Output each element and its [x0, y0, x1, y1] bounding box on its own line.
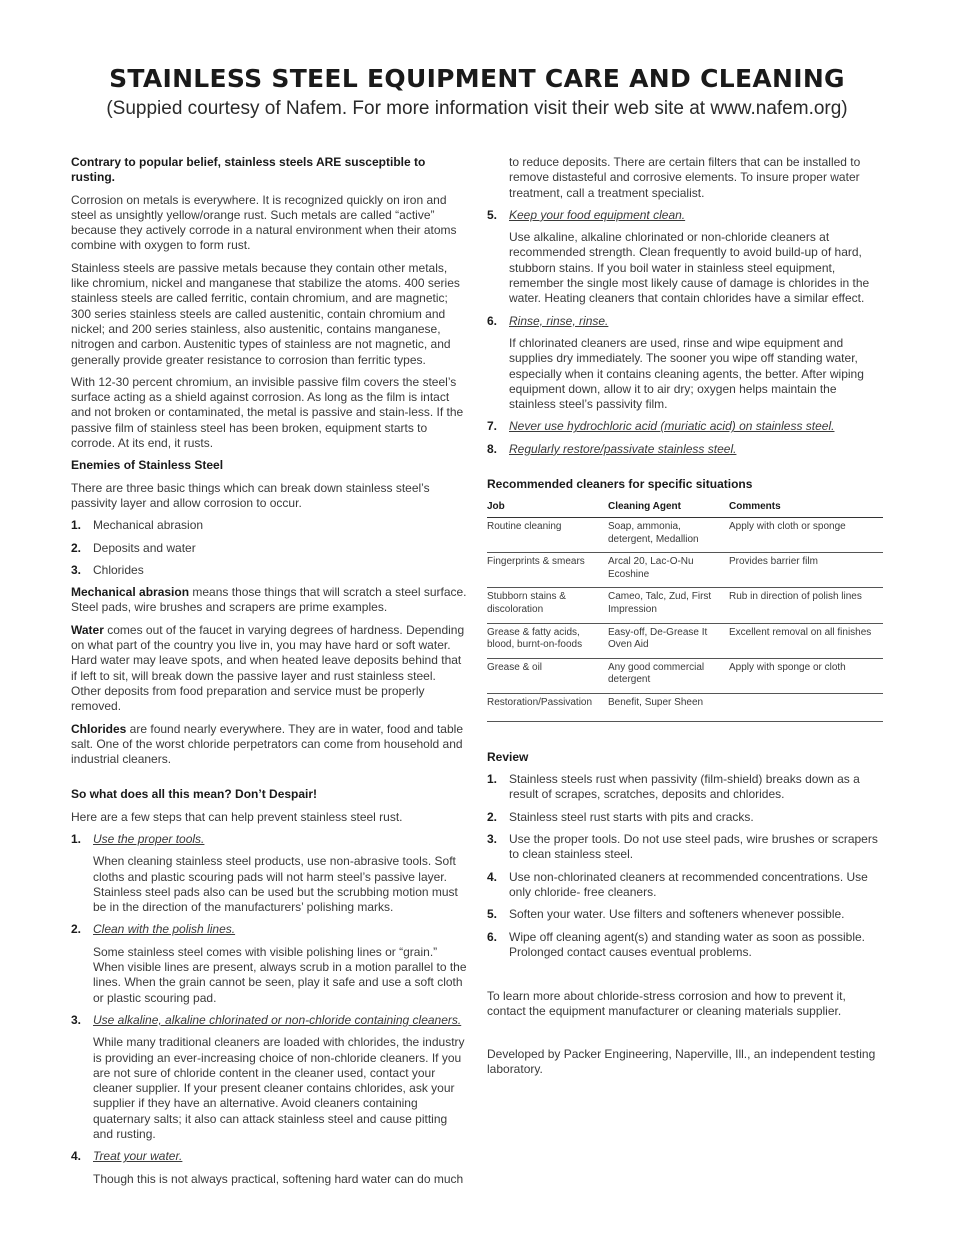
step-number: 6. — [487, 313, 498, 328]
table-cell — [729, 693, 883, 721]
step-text: When cleaning stainless steel products, use non-abrasive tools. Soft cloths and plastic scouring pads will not harm steel’s passive layer. Stainless steel pads also can be used but the scrubbing motion must be in the direction of the manufacturers’ polishing marks. — [93, 854, 458, 915]
step-item — [71, 1149, 468, 1164]
list-text: Mechanical abrasion — [93, 518, 204, 533]
step-text: Though this is not always practical, softening hard water can do much — [93, 1171, 464, 1186]
step-text: to reduce deposits. There are certain filters that can be installed to remove distasteful and corrosive elements. To insure proper water treatment, call a treatment specialist. — [509, 155, 861, 200]
term-abrasion: Mechanical abrasion — [71, 585, 190, 600]
review-item — [487, 810, 883, 825]
cleaners-table — [487, 499, 883, 722]
water-text: comes out of the faucet in varying degrees of hardness. Depending on what part of the country you live in, you may have hard or soft water. Hard water may leave spots, and when heated leave deposits behind that if left to sit, will break down the passive layer and rust stainless steel. Other deposits from food preparation and service must be properly removed. — [71, 622, 465, 714]
step-title: Treat your water. — [93, 1149, 183, 1164]
list-item — [71, 563, 468, 578]
step-title: Use the proper tools. — [93, 831, 205, 846]
step-item — [487, 442, 883, 457]
page-subtitle: (Suppied courtesy of Nafem. For more information visit their web site at www.nafem.org) — [106, 98, 848, 119]
table-cell: Cameo, Talc, Zud, First Impression — [608, 588, 729, 623]
table-heading: Recommended cleaners for specific situations — [487, 477, 753, 492]
step-text: If chlorinated cleaners are used, rinse and wipe equipment and supplies dry immediately. The sooner you wipe off standing water, especially when it contains cleaning agents, the better. After wiping equipment down, allow it to air dry; oxygen helps maintain the stainless steel’s passivity film. — [509, 335, 864, 412]
review-heading: Review — [487, 749, 529, 764]
review-item — [487, 930, 883, 961]
step-item — [71, 922, 468, 937]
table-row — [487, 693, 883, 721]
step-title: Never use hydrochloric acid (muriatic acid) on stainless steel. — [509, 419, 835, 434]
review-number: 1. — [487, 772, 498, 787]
review-text: Stainless steel rust starts with pits and cracks. — [509, 809, 754, 824]
step-number: 4. — [71, 1149, 82, 1164]
table-cell: Stubborn stains & discoloration — [487, 588, 608, 623]
step-text: While many traditional cleaners are loaded with chlorides, the industry is providing an ever-increasing choice of non-chloride cleaners. If you are not sure of chloride content in the cleaner used, contact your cleaner supplier. If your present cleaner contains chlorides, ask your supplier if they have an alternative. Avoid cleaners containing quaternary salts; it also can attack stainless steel and cause pitting and rusting. — [93, 1035, 465, 1142]
term-chlorides: Chlorides — [71, 721, 127, 736]
table-cell: Grease & oil — [487, 658, 608, 693]
left-column — [71, 155, 468, 1194]
table-cell: Routine cleaning — [487, 517, 608, 552]
step-number: 1. — [71, 831, 82, 846]
step-title: Clean with the polish lines. — [93, 922, 236, 937]
table-cell: Soap, ammonia, detergent, Medallion — [608, 517, 729, 552]
step-item — [71, 1013, 468, 1028]
review-text: Soften your water. Use filters and softeners whenever possible. — [509, 907, 845, 922]
step-item — [71, 832, 468, 847]
table-header-row — [487, 499, 883, 517]
step-number: 7. — [487, 419, 498, 434]
step-title: Rinse, rinse, rinse. — [509, 313, 609, 328]
step-title: Regularly restore/passivate stainless steel. — [509, 441, 737, 456]
list-text: Chlorides — [93, 562, 144, 577]
table-row — [487, 588, 883, 623]
review-text: Use non-chlorinated cleaners at recommended concentrations. Use only chloride- free cleaners. — [509, 869, 868, 899]
column-header: Comments — [729, 499, 883, 517]
paragraph-chromium: With 12-30 percent chromium, an invisible passive film covers the steel’s surface acting as a shield against corrosion. As long as the film is intact and not broken or contaminated, the metal is passive and stain-less. If the passive film of stainless steel has been broken, equipment starts to corrode. At its end, it rusts. — [71, 374, 464, 451]
step-number: 2. — [71, 922, 82, 937]
review-item — [487, 870, 883, 901]
learn-more-text: To learn more about chloride-stress corrosion and how to prevent it, contact the equipment manufacturer or cleaning materials supplier. — [487, 989, 846, 1019]
review-text: Use the proper tools. Do not use steel pads, wire brushes or scrapers to clean stainless steel. — [509, 832, 878, 862]
table-row — [487, 658, 883, 693]
right-column — [487, 155, 883, 1084]
paragraph-water — [71, 623, 468, 715]
step-text: Use alkaline, alkaline chlorinated or non-chloride cleaners at recommended strength. Clean frequently to avoid build-up of hard, stubborn stains. If you boil water in stainless steel equipment, remember the single most likely cause of damage is chlorides in the water. Heating cleaners that contain chlorides have a similar effect. — [509, 230, 870, 306]
step-number: 3. — [71, 1012, 82, 1027]
despair-heading: So what does all this mean? Don’t Despair! — [71, 787, 318, 802]
intro-heading: Contrary to popular belief, stainless steels ARE susceptible to rusting. — [71, 155, 426, 185]
enemies-heading: Enemies of Stainless Steel — [71, 458, 224, 473]
table-row — [487, 553, 883, 588]
step-item — [487, 419, 883, 434]
chlorides-text: are found nearly everywhere. They are in water, food and table salt. One of the worst chloride perpetrators can come from household and industrial cleaners. — [71, 721, 463, 767]
table-cell: Rub in direction of polish lines — [729, 588, 883, 623]
table-cell: Provides barrier film — [729, 553, 883, 588]
paragraph-abrasion — [71, 585, 468, 616]
list-number: 1. — [71, 518, 82, 533]
table-row — [487, 623, 883, 658]
review-text: Wipe off cleaning agent(s) and standing water as soon as possible. Prolonged contact causes eventual problems. — [509, 929, 865, 959]
table-cell: Any good commercial detergent — [608, 658, 729, 693]
list-item — [71, 518, 468, 533]
review-number: 6. — [487, 929, 498, 944]
review-item — [487, 772, 883, 803]
step-number: 8. — [487, 441, 498, 456]
developed-by-text: Developed by Packer Engineering, Naperville, Ill., an independent testing laboratory. — [487, 1046, 876, 1077]
table-cell: Restoration/Passivation — [487, 693, 608, 721]
step-item — [487, 314, 883, 329]
column-header: Cleaning Agent — [608, 499, 729, 517]
abrasion-text: means those things that will scratch a steel surface. Steel pads, wire brushes and scrapers are prime examples. — [71, 585, 467, 615]
page-title: STAINLESS STEEL EQUIPMENT CARE AND CLEANING — [109, 64, 845, 93]
review-number: 4. — [487, 869, 498, 884]
review-number: 5. — [487, 907, 498, 922]
table-cell: Apply with sponge or cloth — [729, 658, 883, 693]
table-cell: Arcal 20, Lac-O-Nu Ecoshine — [608, 553, 729, 588]
table-cell: Fingerprints & smears — [487, 553, 608, 588]
review-number: 2. — [487, 809, 498, 824]
review-item — [487, 832, 883, 863]
list-text: Deposits and water — [93, 540, 196, 555]
table-cell: Benefit, Super Sheen — [608, 693, 729, 721]
paragraph-corrosion: Corrosion on metals is everywhere. It is recognized quickly on iron and steel as unsightly yellow/orange rust. Such metals are called “active” because they actively corrode in a natural environment when their atoms combine with oxygen to form rust. — [71, 192, 457, 253]
review-number: 3. — [487, 832, 498, 847]
list-item — [71, 541, 468, 556]
table-row — [487, 517, 883, 552]
enemies-intro: There are three basic things which can break down stainless steel’s passivity layer and allow corrosion to occur. — [71, 480, 430, 510]
despair-intro: Here are a few steps that can help prevent stainless steel rust. — [71, 809, 403, 824]
list-number: 2. — [71, 540, 82, 555]
table-cell: Grease & fatty acids, blood, burnt-on-foods — [487, 623, 608, 658]
step-title: Use alkaline, alkaline chlorinated or non-chloride containing cleaners. — [93, 1012, 462, 1027]
step-number: 5. — [487, 207, 498, 222]
table-cell: Easy-off, De-Grease It Oven Aid — [608, 623, 729, 658]
step-text: Some stainless steel comes with visible polishing lines or “grain.” When visible lines are present, always scrub in a motion parallel to the lines. When the grain cannot be seen, play it safe and use a soft cloth or plastic scouring pad. — [93, 944, 467, 1005]
review-text: Stainless steels rust when passivity (film-shield) breaks down as a result of scrapes, scratches, deposits and chlorides. — [509, 772, 860, 802]
column-header: Job — [487, 499, 608, 517]
paragraph-chlorides — [71, 722, 468, 768]
step-title: Keep your food equipment clean. — [509, 207, 686, 222]
paragraph-passive-metals: Stainless steels are passive metals because they contain other metals, like chromium, nickel and manganese that stabilize the atoms. 400 series stainless steels are called ferritic, contain chromium, and are magnetic; 300 series stainless steels are called austenitic, contain chromium and nickel; and 200 series stainless, also austenitic, contains manganese, nitrogen and carbon. Austenitic types of stainless are not magnetic, and generally provide greater resistance to corrosion than ferritic types. — [71, 260, 460, 367]
table-cell: Apply with cloth or sponge — [729, 517, 883, 552]
step-item — [487, 208, 883, 223]
list-number: 3. — [71, 562, 82, 577]
table-cell: Excellent removal on all finishes — [729, 623, 883, 658]
review-item — [487, 907, 883, 922]
term-water: Water — [71, 622, 104, 637]
